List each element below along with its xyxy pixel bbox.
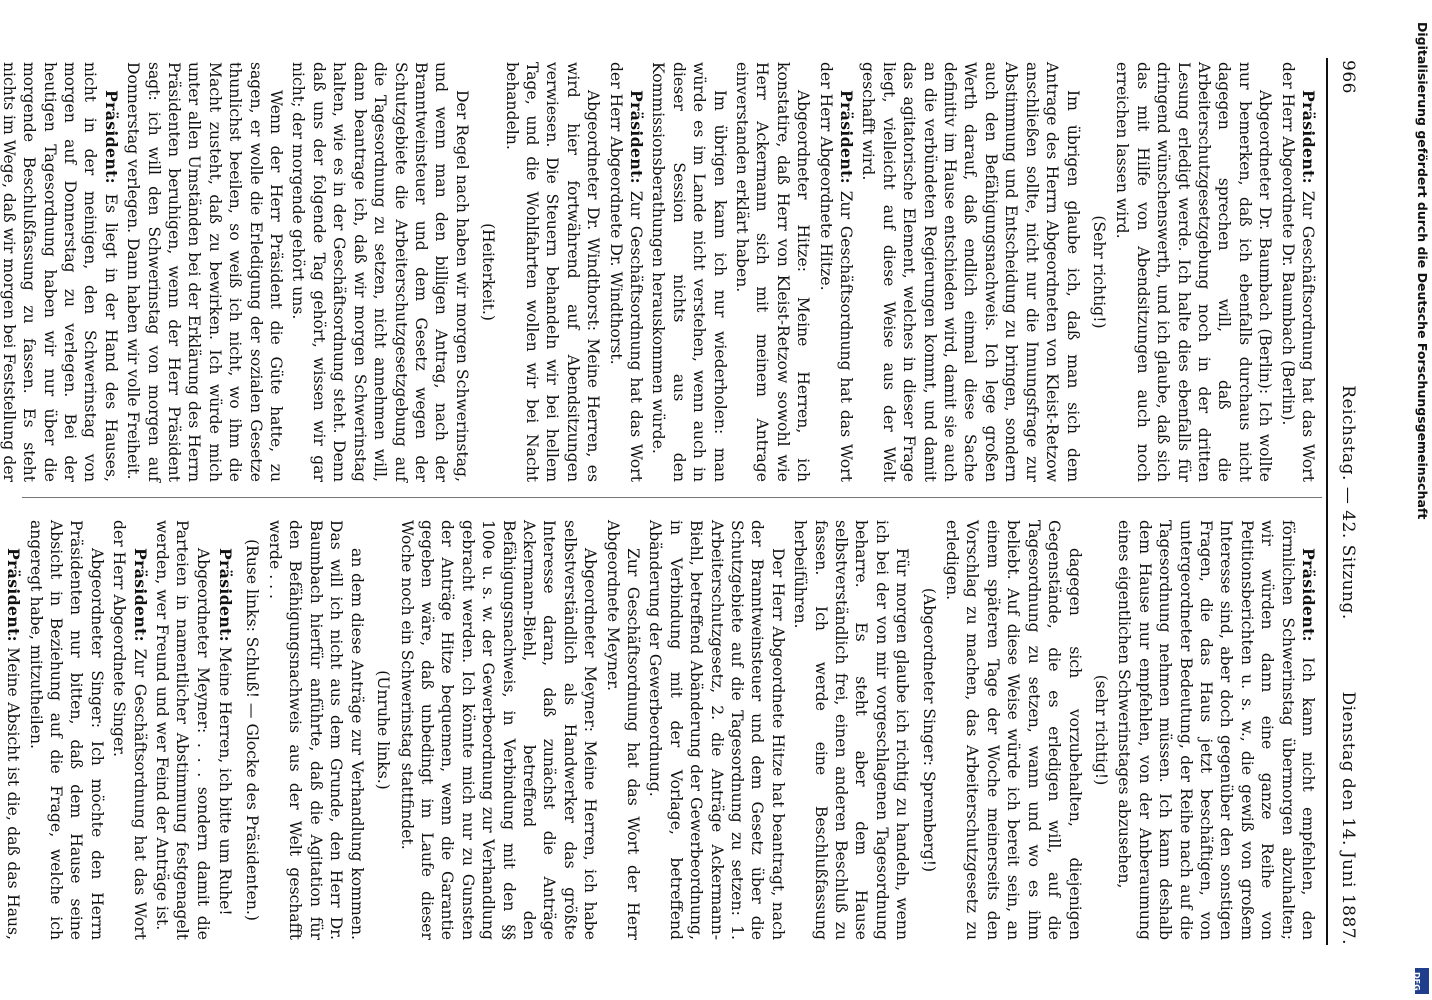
right-column	[4, 520, 1318, 940]
interjection	[1091, 520, 1111, 940]
paragraph-text: Zur Geschäftsordnung hat das Wort der Herr Abgeordnete Singer.	[110, 520, 149, 940]
paragraph	[790, 520, 912, 940]
paragraph-text: Abgeordneter Dr. Windthorst: Meine Herren, es wird hier fortwährend auf Abendsitzungen verwiesen. Die Steuern behandeln wir bei hellem Tage, und die Wohlfahrten wollen wir bei Nacht behandeln.	[502, 62, 603, 482]
paragraph	[1112, 62, 1275, 482]
paragraph	[1277, 62, 1318, 482]
speaker-label: Präsident:	[216, 548, 236, 642]
paragraph	[215, 520, 235, 940]
paragraph-text: Der Herr Abgeordnete Hitze hat beantragt, nach der Branntweinsteuer und dem Gesetz über die Schutzgebiete auf die Tagesordnung zu setzen: 1. Arbeiterschutzgesetz, 2. die Anträge Ackermann-Biehl, betreffend Abänderung der Gewerbeordnung, in Verbindung mit der Vorlage, betreffend Abänderung der Gewerbeordnung.	[646, 520, 787, 940]
paragraph-text: Im übrigen glaube ich, daß man sich dem Antrage des Herrn Abgeordneten von Kleist-Retzow anschließen sollte, nicht nur die Innungsfrage zur Abstimmung und Entscheidung zu bringen, sondern auch den Befähigungsnachweis. Ich lege großen Werth darauf, daß endlich einmal diese Sache definitiv im Hause entschieden wird, damit sie auch an die verbündeten Regierungen kommt, und damit das agitatorische Element, welches in dieser Frage liegt, vielleicht auf diese Weise aus der Welt geschafft wird.	[859, 62, 1082, 482]
paragraph-text: Wenn der Herr Präsident die Güte hatte, zu sagen, er wolle die Erledigung der sozialen Gesetze thunlichst beeilen, so weiß ich nicht, wo ihm die Macht zusteht, daß zu bewirken. Ich würde mich unter allen Umständen bei der Erklärung des Herrn Präsidenten beruhigen, wenn der Herr Präsident sagt: ich will den Schwerinstag von morgen auf Donnerstag verlegen. Dann haben wir volle Freiheit.	[124, 62, 286, 482]
paragraph-text: Zur Geschäftsordnung hat das Wort der Herr Abgeordnete Dr. Windthorst.	[606, 62, 645, 482]
page-number: 966	[1338, 60, 1358, 94]
paragraph	[732, 62, 814, 482]
page-header	[1330, 60, 1358, 945]
paragraph-text: Abgeordneter Hitze: Meine Herren, ich konstatire, daß Herr von Kleist-Retzow sowohl wie Herr Ackermann sich mit meinem Antrage einverstanden erklärt haben.	[733, 62, 813, 482]
paragraph-text: Abgeordneter Dr. Baumbach (Berlin): Ich wollte nur bemerken, daß ich ebenfalls durchaus nicht dagegen sprechen will, daß die Arbeiterschutzgesetzgebung noch in der dritten Lesung erledigt werde. Ich halte dies ebenfalls für dringend wünschenswerth, und ich glaube, daß sich das mit Hilfe von Abendsitzungen auch noch erreichen lassen wird.	[1113, 62, 1275, 482]
interjection-text: (Heiterkeit.)	[479, 223, 498, 321]
paragraph-text: Im übrigen kann ich nur wiederholen: man würde es im Lande nicht verstehen, wenn auch in dieser Session nichts aus den Kommissionsberathungen herauskommen würde.	[649, 62, 729, 482]
paragraph-text: Abgeordneter Meyner: . . . sondern damit die Parteien in namentlicher Abstimmung festgenagelt werden, wer Freund und wer Feind der Anträge ist.	[153, 520, 212, 940]
paragraph-text: Zur Geschäftsordnung hat das Wort der Herr Abgeordnete Meyner.	[603, 520, 642, 940]
interjection-text: (sehr richtig!)	[1091, 674, 1110, 786]
paragraph	[123, 62, 286, 482]
paragraph	[602, 520, 643, 940]
speaker-label: Präsident:	[627, 90, 646, 184]
paragraph	[152, 520, 213, 940]
paragraph-text: dagegen sich vorzubehalten, diejenigen Gegenstände, die es erledigen will, auf die Tagesordnung zu setzen, wann und wo es ihm beliebt. Auf diese Weise würde ich bereit sein, an einem späteren Tage der Woche meinerseits den Vorschlag zu machen, das Arbeiterschutzgesetz zu erledigen.	[943, 520, 1084, 940]
header-rule	[1326, 58, 1328, 945]
speaker-label: Präsident:	[4, 548, 24, 642]
interjection-text: (Abgeordneter Singer: Spremberg!)	[919, 587, 938, 873]
interjection	[478, 62, 498, 482]
speaker-label: Präsident:	[1299, 548, 1318, 642]
paragraph-text: Ich kann nicht empfehlen, den förmlichen Schwerinstag übermorgen abzuhalten; wir würden dann eine ganze Reihe von Petitionsberichten u. s. w., die gewiß von großem Interesse sind, aber doch gegenüber den sonstigen Fragen, die das Haus jetzt beschäftigen, von untergeordneter Bedeutung, der Reihe nach auf die Tagesordnung nehmen müssen. Ich kann deshalb dem Hause nur empfehlen, von der Anberaumung eines eigentlichen Schwerinstages abzusehen,	[1115, 520, 1317, 940]
speaker-label: Präsident:	[101, 90, 121, 184]
speaker-label: Präsident:	[1299, 90, 1318, 184]
speaker-label: Präsident:	[837, 90, 857, 184]
paragraph-text: Zur Geschäftsordnung hat das Wort der Herr Abgeordnete Dr. Baumbach (Berlin).	[1278, 62, 1317, 482]
session-title: Reichstag. — 42. Sitzung.	[1338, 385, 1358, 620]
paragraph	[25, 520, 107, 940]
column-divider	[22, 497, 1322, 498]
paragraph	[815, 62, 856, 482]
paragraph	[605, 62, 646, 482]
paragraph-text: Meine Herren, ich bitte um Ruhe!	[216, 641, 235, 916]
paragraph	[396, 520, 600, 940]
interjection-text: (Ruse links: Schluß! — Glocke des Präsidenten.)	[242, 539, 261, 921]
paragraph-text: Abgeordneter Meyner: Meine Herren, ich habe selbstverständlich als Handwerker das größte Interesse daran, daß zunächst die Anträge Ackermann-Biehl, betreffend den Befähigungsnachweis, in Verbindung mit den §§ 100e u. s. w. der Gewerbeordnung zur Verhandlung gebracht werden. Ich könnte mich nur zu Gunsten der Anträge Hitze bequemen, wenn die Garantie gegeben wäre, daß unbedingt im Laufe dieser Woche noch ein Schwerinstag stattfindet.	[397, 520, 600, 940]
interjection-text: (Unruhe links.)	[374, 670, 393, 790]
paragraph-text: an dem diese Anträge zur Verhandlung kommen. Das will ich nicht aus dem Grunde, den Herr Dr. Baumbach hierfür anführte, daß die Agitation für den Befähigungsnachweis aus der Welt geschafft werde . . .	[266, 520, 366, 940]
paragraph-text: Es liegt in der Hand des Hauses, nicht in der meinigen, den Schwerinstag von morgen auf Donnerstag zu verlegen. Bei der heutigen Tagesordnung haben wir nur über die morgende Beschlußfassung zu fassen. Es steht nichts im Wege, daß wir morgen bei Feststellung der	[0, 62, 120, 482]
paragraph	[942, 520, 1085, 940]
paragraph	[501, 62, 603, 482]
paragraph	[109, 520, 150, 940]
paragraph	[648, 62, 730, 482]
paragraph	[0, 520, 23, 940]
paragraph	[0, 62, 121, 482]
interjection	[1089, 62, 1109, 482]
footer-bar	[1412, 0, 1432, 1000]
paragraph-text: Zur Geschäftsordnung hat das Wort der Herr Abgeordnete Hitze.	[816, 62, 856, 482]
paragraph	[265, 520, 367, 940]
session-date: Dienstag den 14. Juni 1887.	[1338, 691, 1358, 945]
speaker-label: Präsident:	[130, 548, 150, 642]
paragraph	[645, 520, 788, 940]
paragraph-text: Der Regel nach haben wir morgen Schwerinstag, und wenn man den billigen Antrag, nach der Branntweinsteuer und dem Gesetz wegen der Schutzgebiete die Arbeiterschutzgesetzgebung auf die Tagesordnung zu setzen, nicht annehmen will, dann beantrage ich, daß wir morgen Schwerinstag halten, wie es in der Geschäftsordnung steht. Denn daß uns der folgende Tag gehört, wissen wir gar nicht; der morgende gehört uns.	[289, 62, 471, 482]
interjection	[241, 520, 261, 940]
paragraph	[1114, 520, 1318, 940]
paragraph	[858, 62, 1082, 482]
left-column	[0, 62, 1318, 482]
paragraph-text: Abgeordneter Singer: Ich möchte den Herrn Präsidenten nur bitten, daß dem Hause seine Absicht in Beziehung auf die Frage, welche ich angeregt habe, mitzutheilen.	[26, 520, 106, 940]
footer-credit: Digitalisierung gefördert durch die Deutsche Forschungsgemeinschaft	[1415, 22, 1430, 520]
interjection-text: (Sehr richtig!)	[1089, 215, 1108, 329]
interjection	[373, 520, 393, 940]
paragraph-text: Für morgen glaube ich richtig zu handeln, wenn ich bei der von mir vorgeschlagenen Tagesordnung beharre. Es steht aber dem Hause selbstverständlich frei, einen anderen Beschluß zu fassen. Ich werde eine Beschlußfassung herbeiführen.	[791, 520, 912, 940]
interjection	[918, 520, 938, 940]
paragraph	[288, 62, 472, 482]
paragraph-text: Meine Absicht ist die, daß das Haus,	[4, 647, 23, 940]
dfg-logo: DFG	[1415, 968, 1429, 994]
